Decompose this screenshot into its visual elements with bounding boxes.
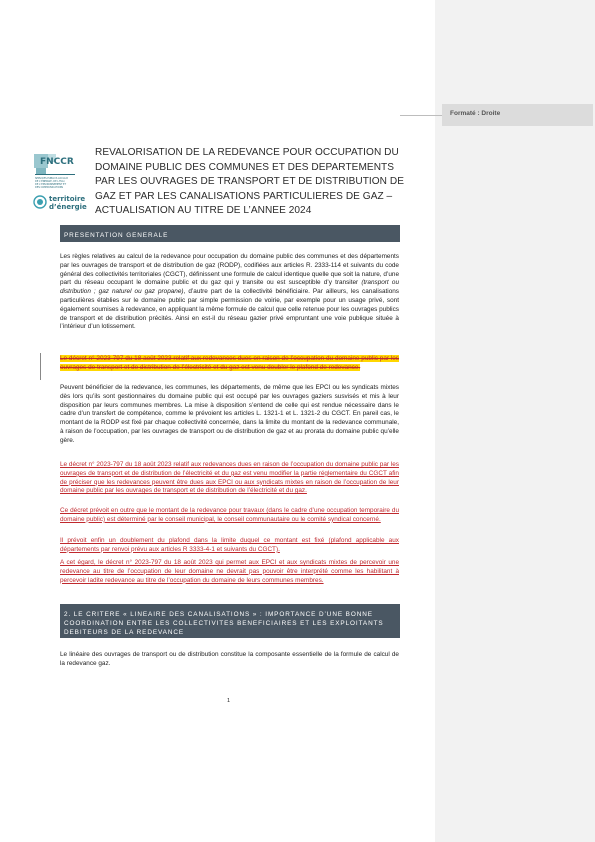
format-comment-balloon[interactable] [442,104,593,126]
section-heading-presentation: PRESENTATION GENERALE [60,225,400,242]
paragraph-intro-part1: Les règles relatives au calcul de la redevance pour occupation du domaine public des communes et des départements par les ouvrages de transport et de distribution de gaz (RODP), codifiées aux articles R. 2333-114 et suivants du code général des collectivités territoriales (CGCT), définissent une formule de calcul identique quelle que soit la nature, d’une part du réseau occupant le domaine public et du gaz qui y transite ou est susceptible d’y transiter [60,253,399,287]
paragraph-intro [60,253,399,332]
logo-org-text: FNCCR [40,157,74,167]
logo-brand-line2: d’énergie [49,203,87,211]
deleted-text: Le décret n° 2023-797 du 18 août 2023 relatif aux redevances dues en raison de l’occupation du domaine public par les ouvrages de transport et de distribution de l’électricité et du gaz est venu doubler le plafond de redevance. [60,355,399,371]
svg-text:DE L’ENVIRONNEMENT ET: DE L’ENVIRONNEMENT ET [35,183,67,186]
paragraph-inserted-decree: Le décret n° 2023-797 du 18 août 2023 relatif aux redevances dues en raison de l’occupation du domaine public par les ouvrages de transport et de distribution de l’électricité et du gaz est venu modifier la partie réglementaire du CGCT afin de préciser que les redevances peuvent être dues aux EPCI ou aux syndicats mixtes en raison de l’occupation de leur domaine public par les ouvrages de transport et de distribution de l’électricité et du gaz. [60,461,399,495]
fnccr-logo [30,150,90,222]
document-title: REVALORISATION DE LA REDEVANCE POUR OCCUPATION DU DOMAINE PUBLIC DES COMMUNES ET DES DEPARTEMENTS PAR LES OUVRAGES DE TRANSPORT ET DE DISTRIBUTION DE GAZ ET PAR LES CANALISATIONS PARTICULIERES DE GAZ – ACTUALISATION AU TITRE DE L’ANNEE 2024 [95,147,404,217]
paragraph-intro-italic: (transport ou distribution ; gaz naturel ou gaz propane) [60,279,399,296]
paragraph-lineaire: Le linéaire des ouvrages de transport ou de distribution constitue la composante essentielle de la formule de calcul de la redevance gaz. [60,651,399,667]
fnccr-logo-graphic [30,150,90,222]
logo-brand-line1: territoire [49,195,86,203]
section-heading-lineaire: 2. LE CRITERE « LINEAIRE DES CANALISATIONS » : IMPORTANCE D’UNE BONNE COORDINATION ENTRE LES COLLECTIVITES BENEFICIAIRES ET LES EXPLOITANTS DEBITEURS DE LA REDEVANCE [60,604,400,638]
paragraph-inserted-epci: A cet égard, le décret n° 2023-797 du 18 août 2023 qui permet aux EPCI et aux syndicats mixtes de percevoir une redevance au titre de l’occupation de leur domaine ne devrait pas pouvoir être interprété comme les habilitant à percevoir ladite redevance au titre de l’occupation du domaine de leurs communes membres. [60,559,399,584]
comment-pane [435,0,595,842]
change-bar [40,353,41,380]
page-number: 1 [227,698,231,704]
svg-text:DE L’ÉNERGIE, DE L’EAU,: DE L’ÉNERGIE, DE L’EAU, [35,180,66,183]
paragraph-deleted-decree [60,355,399,373]
paragraph-inserted-works: Ce décret prévoit en outre que le montant de la redevance pour travaux (dans le cadre d’une occupation temporaire du domaine public) est déterminé par le conseil municipal, le conseil communautaire ou le comité syndical concerné. [60,507,399,523]
paragraph-beneficiaries: Peuvent bénéficier de la redevance, les communes, les départements, de même que les EPCI ou les syndicats mixtes dès lors qu’ils sont gestionnaires du domaine public qui est occupé par les ouvrages gaziers susvisés et mis à leur disposition par leurs communes membres. La mise à disposition s’entend de celle qui est rendue nécessaire dans le cadre d’un transfert de compétence, comme le prévoient les articles L. 1321-1 et L. 1321-2 du CGCT. En pareil cas, le montant de la RODP est fixé par chaque collectivité concernée, dans la limite du montant de la redevance communale, à raison de l’occupation, par les ouvrages de transport ou de distribution de gaz et au prorata du domaine public qu’elle gère. [60,384,399,444]
format-comment-label: Formaté : Droite [450,110,501,117]
svg-text:DES COMMUNICATIONS: DES COMMUNICATIONS [35,186,64,189]
paragraph-inserted-ceiling: Il prévoit enfin un doublement du plafond dans la limite duquel ce montant est fixé (plafond applicable aux départements par renvoi prévu aux articles R 3333-4-1 et suivants du CGCT). [60,537,399,553]
svg-text:SERVICES PUBLICS LOCAUX: SERVICES PUBLICS LOCAUX [35,177,68,180]
paragraph-intro-part2: , d’autre part de la collectivité bénéficiaire. Par ailleurs, les canalisations particulières établies sur le domaine public par simple permission de voirie, par exemple pour un usage privé, sont également soumises à redevance, en appliquant la même formule de calcul que celle retenue pour les ouvrages publics de transport et de distribution précités. Ainsi en est-il du réseau gazier privé empruntant une voie publique située à l’intérieur d’un lotissement. [60,288,400,331]
comment-connector-line [400,115,442,116]
